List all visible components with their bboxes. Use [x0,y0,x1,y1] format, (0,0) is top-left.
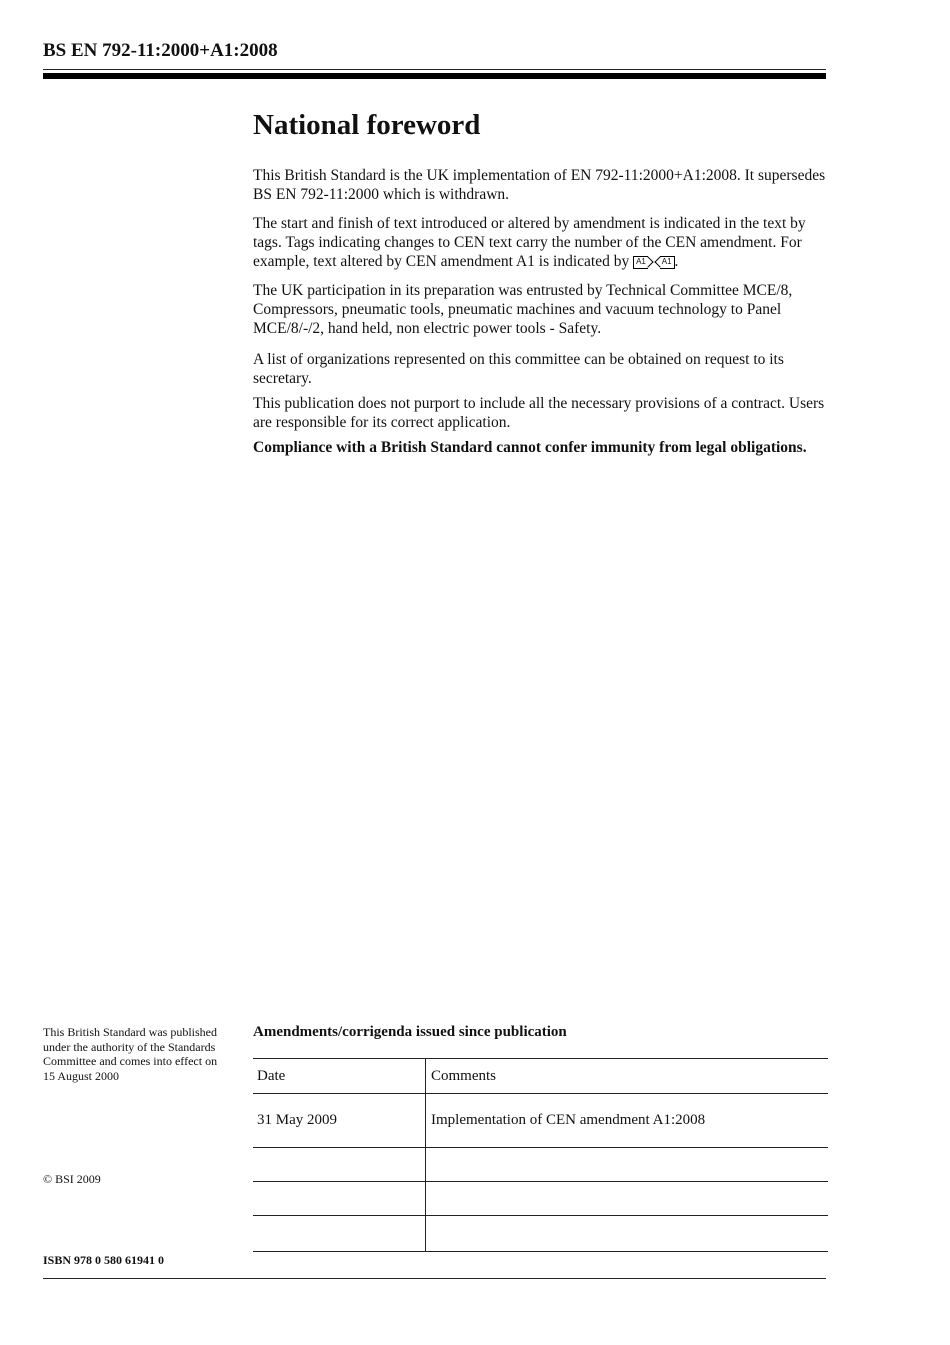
header-rule-thick [43,73,826,79]
foreword-section [253,108,828,467]
footer-rule [43,1278,826,1279]
column-header-date: Date [253,1059,426,1094]
amendment-date [253,1148,426,1182]
foreword-paragraph-1: This British Standard is the UK implementation of EN 792-11:2000+A1:2008. It supersedes BS EN 792-11:2000 which is withdrawn. [253,167,826,203]
compliance-statement: Compliance with a British Standard cannot confer immunity from legal obligations. [253,439,807,456]
amendment-date [253,1182,426,1216]
amendment-open-tag-icon: A1 [633,256,648,269]
document-id: BS EN 792-11:2000+A1:2008 [43,40,278,61]
isbn: ISBN 978 0 580 61941 0 [43,1253,165,1267]
table-header-row [253,1059,828,1094]
amendment-date: 31 May 2009 [253,1094,426,1148]
amendment-close-tag-icon: A1 [660,256,675,269]
amendments-heading: Amendments/corrigenda issued since publication [253,1024,567,1040]
page-title: National foreword [253,109,481,141]
table-row [253,1182,828,1216]
foreword-paragraph-3: The UK participation in its preparation was entrusted by Technical Committee MCE/8, Compressors, pneumatic tools, pneumatic machines and vacuum technology to Panel MCE/8/-/2, hand held, non electric power tools - Safety. [253,282,793,337]
table-row [253,1094,828,1148]
table-row [253,1216,828,1252]
column-header-comments: Comments [426,1059,829,1094]
paragraph-2-end: . [674,253,679,270]
copyright-note: © BSI 2009 [43,1172,101,1186]
foreword-paragraph-4: A list of organizations represented on this committee can be obtained on request to its secretary. [253,351,784,387]
foreword-paragraph-2 [253,214,828,271]
amendment-comment [426,1216,829,1252]
amendment-comment: Implementation of CEN amendment A1:2008 [426,1094,829,1148]
amendment-comment [426,1148,829,1182]
amendments-table [253,1058,828,1252]
header-rule-thin [43,69,826,70]
amendment-comment [426,1182,829,1216]
authority-note: This British Standard was published under the authority of the Standards Committee and comes into effect on 15 August 2000 [43,1025,218,1083]
amendment-date [253,1216,426,1252]
paragraph-2-text: The start and finish of text introduced or altered by amendment is indicated in the text by tags. Tags indicating changes to CEN text carry the number of the CEN amendment. For example, text altered by CEN amendment A1 is indicated by [253,215,806,270]
foreword-paragraph-5: This publication does not purport to include all the necessary provisions of a contract. Users are responsible for its correct application. [253,395,825,431]
table-row [253,1148,828,1182]
